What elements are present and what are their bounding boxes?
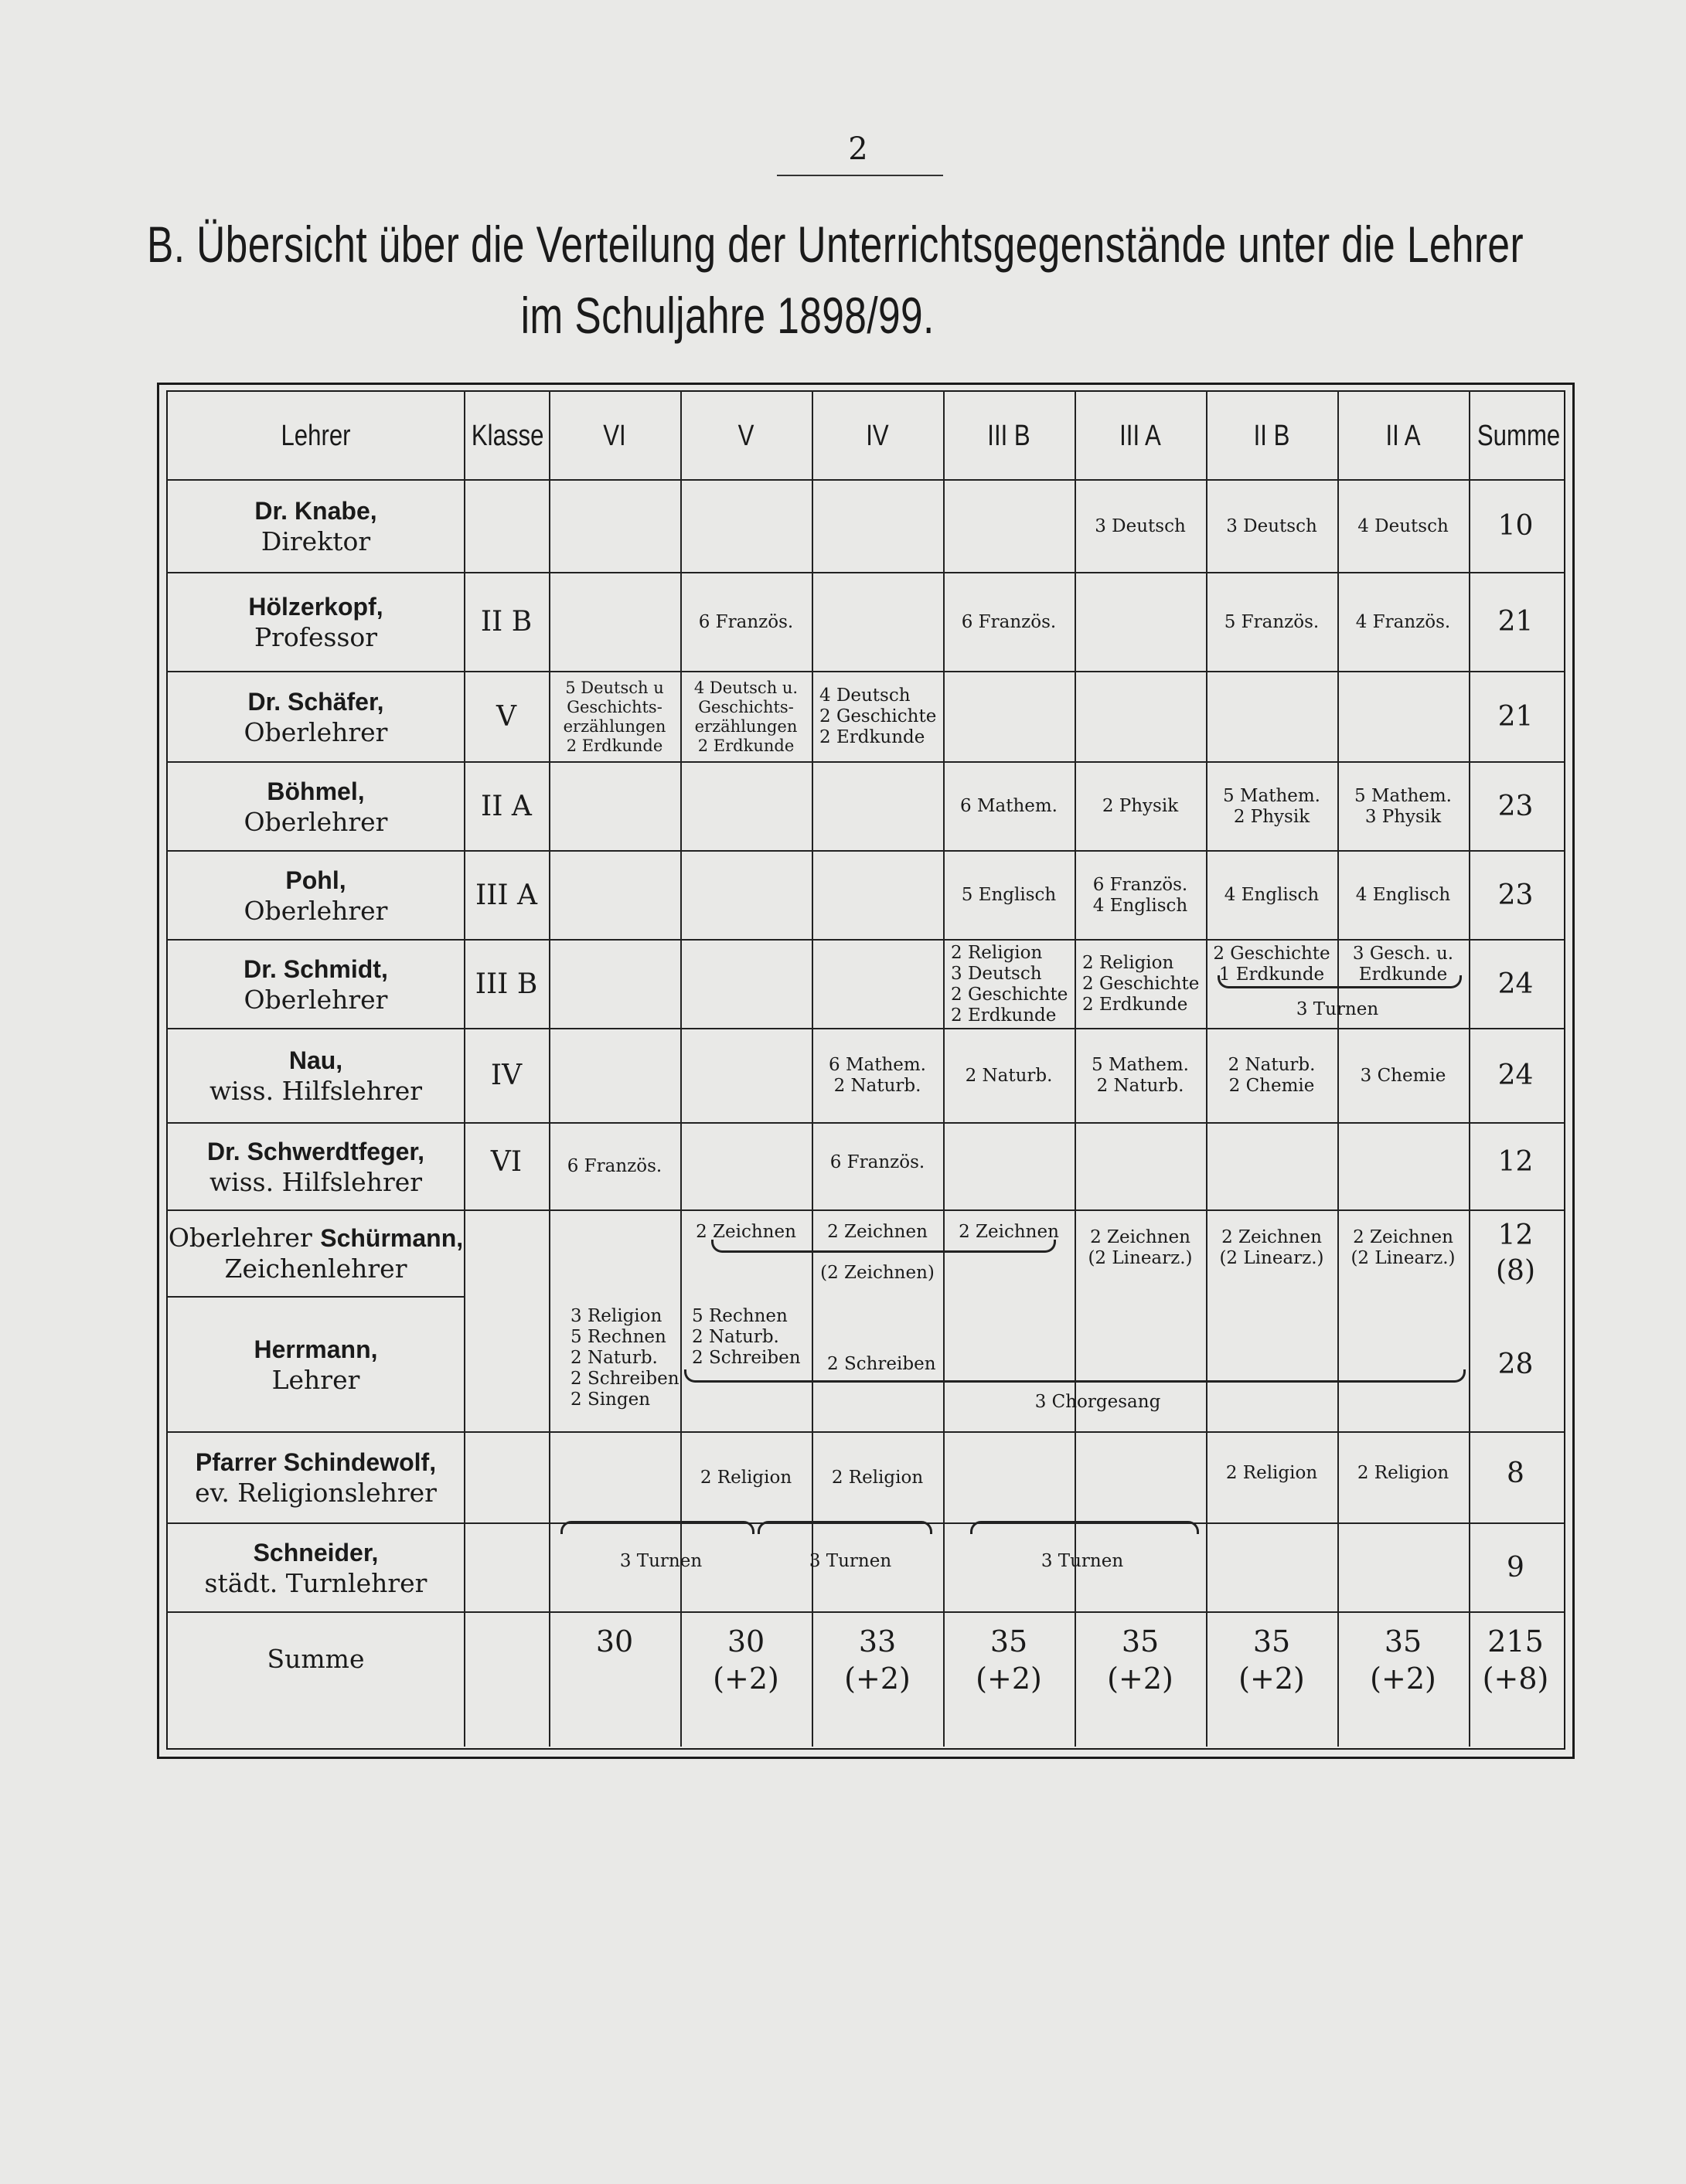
teacher-name: Dr. Knabe, bbox=[254, 497, 377, 525]
header-iv: IV bbox=[866, 419, 889, 452]
teacher-cell bbox=[168, 852, 464, 939]
subject-cell: 2 Zeichnen (2 Linearz.) bbox=[1088, 1227, 1193, 1268]
row-sum: 9 bbox=[1507, 1551, 1524, 1584]
subject-cell: 3 Deutsch bbox=[1226, 515, 1317, 536]
teacher-role: Oberlehrer bbox=[244, 895, 388, 926]
teacher-name: Pfarrer Schindewolf, bbox=[195, 1448, 437, 1476]
row-sum: 8 bbox=[1507, 1457, 1524, 1489]
subject-cell: 2 Physik bbox=[1102, 796, 1179, 816]
subject-cell: 5 Französ. bbox=[1224, 611, 1320, 632]
column-sum: 33 (+2) bbox=[844, 1624, 911, 1696]
teacher-name: Dr. Schwerdtfeger, bbox=[207, 1137, 424, 1165]
subject-cell: 4 Englisch bbox=[1355, 885, 1451, 905]
header-vi: VI bbox=[603, 419, 626, 452]
subject-cell: 2 Naturb. bbox=[965, 1065, 1053, 1086]
teacher-cell bbox=[168, 1029, 464, 1122]
column-sum: 30 (+2) bbox=[713, 1624, 779, 1696]
subject-cell: 5 Rechnen 2 Naturb. 2 Schreiben bbox=[692, 1306, 801, 1368]
teacher-cell bbox=[168, 573, 464, 671]
teacher-name-line bbox=[168, 1223, 464, 1254]
teacher-role: Direktor bbox=[261, 526, 371, 556]
joint-brace bbox=[1218, 975, 1462, 988]
klasse-cell: III B bbox=[475, 968, 538, 1000]
sum-label: Summe bbox=[267, 1644, 365, 1674]
teacher-role: Oberlehrer bbox=[244, 984, 388, 1015]
subject-cell: 2 Zeichnen (2 Linearz.) bbox=[1351, 1227, 1456, 1268]
row-sum: 10 bbox=[1497, 510, 1534, 542]
subject-cell: 2 Naturb. 2 Chemie bbox=[1228, 1055, 1316, 1096]
teacher-cell bbox=[168, 1124, 464, 1209]
subject-cell: 4 Deutsch bbox=[1357, 515, 1449, 536]
klasse-cell: II B bbox=[480, 606, 533, 638]
subject-cell: 6 Französ. bbox=[567, 1156, 662, 1176]
subject-cell: 6 Französ. bbox=[961, 611, 1057, 632]
subject-cell: 6 Französ. 4 Englisch bbox=[1092, 874, 1188, 916]
joint-brace bbox=[684, 1369, 1466, 1383]
joint-brace bbox=[970, 1521, 1199, 1534]
header-iia: II A bbox=[1385, 419, 1421, 452]
subject-cell: 2 Religion bbox=[700, 1467, 792, 1488]
klasse-cell: V bbox=[496, 700, 516, 733]
teacher-role: ev. Religionslehrer bbox=[195, 1478, 437, 1508]
subject-cell: 5 Mathem. 2 Naturb. bbox=[1092, 1055, 1189, 1096]
column-sum: 35 (+2) bbox=[1238, 1624, 1305, 1696]
title-line-2: im Schuljahre 1898/99. bbox=[520, 287, 935, 344]
teacher-cell bbox=[168, 941, 464, 1028]
subject-cell: 3 Religion 5 Rechnen 2 Naturb. 2 Schreiben 2 Singen bbox=[571, 1306, 680, 1410]
subject-cell: 3 Deutsch bbox=[1095, 515, 1186, 536]
teacher-title: Oberlehrer bbox=[168, 1223, 312, 1253]
teacher-role: wiss. Hilfslehrer bbox=[209, 1166, 423, 1197]
subject-cell: 2 Zeichnen bbox=[959, 1221, 1059, 1242]
row-sum: 12 (8) bbox=[1496, 1220, 1535, 1287]
teacher-role: wiss. Hilfslehrer bbox=[209, 1076, 423, 1106]
teacher-name: Pohl, bbox=[285, 866, 346, 894]
subject-cell: 2 Religion 2 Geschichte 2 Erdkunde bbox=[1082, 953, 1200, 1015]
teacher-name: Dr. Schmidt, bbox=[244, 954, 388, 983]
teacher-cell bbox=[168, 481, 464, 572]
teacher-name: Schneider, bbox=[253, 1538, 379, 1567]
teacher-name: Schürmann, bbox=[320, 1224, 464, 1252]
header-klasse: Klasse bbox=[471, 419, 544, 452]
row-sum: 23 bbox=[1497, 790, 1534, 822]
subject-cell: 3 Chemie bbox=[1360, 1065, 1446, 1086]
subject-cell: 6 Französ. bbox=[829, 1152, 925, 1172]
subject-cell: 2 Schreiben bbox=[827, 1353, 936, 1374]
subject-cell: 6 Mathem. bbox=[960, 796, 1058, 816]
page-title bbox=[147, 209, 1524, 351]
column-sum: 35 (+2) bbox=[1370, 1624, 1436, 1696]
joint-lesson: 3 Chorgesang bbox=[1034, 1391, 1161, 1412]
row-sum: 24 bbox=[1497, 1060, 1534, 1091]
joint-brace bbox=[711, 1240, 1056, 1253]
subject-cell: 6 Französ. bbox=[698, 611, 794, 632]
row-sum: 23 bbox=[1497, 879, 1534, 911]
teacher-name: Herrmann, bbox=[254, 1335, 378, 1363]
subject-cell: 2 Religion bbox=[1225, 1463, 1318, 1483]
teacher-name: Böhmel, bbox=[267, 777, 365, 805]
joint-lesson: 3 Turnen bbox=[1296, 998, 1379, 1019]
row-sum: 21 bbox=[1497, 700, 1534, 733]
joint-lesson: 3 Turnen bbox=[1041, 1550, 1124, 1571]
column-sum: 35 (+2) bbox=[1107, 1624, 1173, 1696]
subject-cell: 4 Englisch bbox=[1224, 885, 1320, 905]
klasse-cell: III A bbox=[475, 879, 538, 911]
page-number: 2 bbox=[848, 131, 868, 167]
subject-cell: 4 Deutsch u. Geschichts- erzählungen 2 Erdkunde bbox=[693, 678, 799, 755]
teacher-role: Zeichenlehrer bbox=[224, 1254, 407, 1284]
header-lehrer: Lehrer bbox=[281, 419, 351, 452]
column-sum: 30 bbox=[595, 1624, 634, 1658]
subject-cell: 3 Gesch. u. Erdkunde bbox=[1352, 944, 1454, 985]
teacher-role: Professor bbox=[254, 622, 378, 652]
title-line-1: B. Übersicht über die Verteilung der Unterrichtsgegenstände unter die Lehrer bbox=[147, 216, 1524, 273]
header-v: V bbox=[737, 419, 754, 452]
teacher-cell bbox=[168, 1298, 464, 1431]
subject-cell: 2 Religion 3 Deutsch 2 Geschichte 2 Erdkunde bbox=[951, 942, 1068, 1026]
joint-lesson: 3 Turnen bbox=[619, 1550, 703, 1571]
subject-cell: 5 Englisch bbox=[961, 885, 1057, 905]
subject-cell: 2 Geschichte 1 Erdkunde bbox=[1213, 944, 1330, 985]
teacher-name: Dr. Schäfer, bbox=[247, 687, 384, 716]
klasse-cell: II A bbox=[481, 790, 532, 822]
teacher-name: Nau, bbox=[288, 1046, 343, 1074]
klasse-cell: IV bbox=[490, 1060, 523, 1091]
teacher-role: Lehrer bbox=[271, 1364, 360, 1395]
row-sum: 21 bbox=[1497, 606, 1534, 638]
subject-cell: 4 Französ. bbox=[1355, 611, 1451, 632]
header-iiia: III A bbox=[1119, 419, 1161, 452]
teacher-cell bbox=[168, 763, 464, 850]
subject-cell: 2 Religion bbox=[1357, 1463, 1449, 1483]
joint-brace bbox=[560, 1521, 754, 1534]
teacher-cell bbox=[168, 1433, 464, 1522]
teacher-role: Oberlehrer bbox=[244, 806, 388, 837]
subject-cell: 2 Zeichnen bbox=[827, 1221, 928, 1242]
header-iib: II B bbox=[1253, 419, 1290, 452]
joint-lesson: (2 Zeichnen) bbox=[820, 1262, 935, 1283]
row-sum: 12 bbox=[1497, 1146, 1534, 1178]
column-sum: 35 (+2) bbox=[976, 1624, 1042, 1696]
teacher-role: Oberlehrer bbox=[244, 716, 388, 747]
subject-cell: 5 Mathem. 3 Physik bbox=[1354, 785, 1452, 827]
grand-total: 215 (+8) bbox=[1482, 1624, 1549, 1696]
header-iiib: III B bbox=[987, 419, 1030, 452]
subject-cell: 5 Deutsch u Geschichts- erzählungen 2 Erdkunde bbox=[563, 678, 666, 755]
teacher-name: Hölzerkopf, bbox=[248, 593, 383, 621]
teacher-cell bbox=[168, 1211, 464, 1296]
teacher-cell bbox=[168, 672, 464, 761]
row-sum: 28 bbox=[1497, 1348, 1534, 1380]
joint-brace bbox=[758, 1521, 932, 1534]
subject-cell: 5 Mathem. 2 Physik bbox=[1223, 785, 1320, 827]
subject-cell: 2 Religion bbox=[831, 1467, 924, 1488]
subject-cell: 6 Mathem. 2 Naturb. bbox=[829, 1055, 926, 1096]
subject-cell: 2 Zeichnen bbox=[696, 1221, 796, 1242]
teacher-role: städt. Turnlehrer bbox=[204, 1567, 427, 1598]
klasse-cell: VI bbox=[490, 1146, 523, 1178]
header-summe: Summe bbox=[1477, 419, 1561, 452]
joint-lesson: 3 Turnen bbox=[809, 1550, 892, 1571]
header-rule bbox=[777, 175, 943, 176]
subject-cell: 4 Deutsch 2 Geschichte 2 Erdkunde bbox=[819, 685, 937, 747]
teacher-cell bbox=[168, 1524, 464, 1611]
row-sum: 24 bbox=[1497, 968, 1534, 1000]
subject-cell: 2 Zeichnen (2 Linearz.) bbox=[1219, 1227, 1324, 1268]
